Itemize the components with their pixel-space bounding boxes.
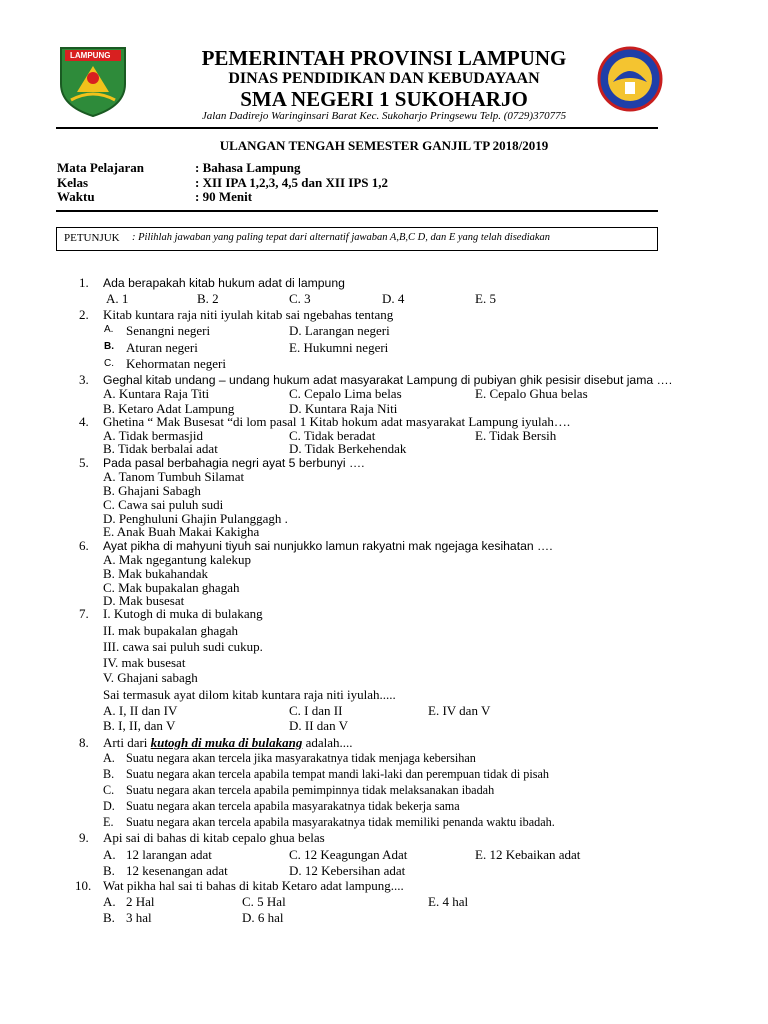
- option-letter: A.: [103, 847, 116, 862]
- header-divider: [56, 127, 658, 129]
- gov-title: PEMERINTAH PROVINSI LAMPUNG: [201, 46, 567, 70]
- option: B. Ketaro Adat Lampung: [103, 401, 235, 416]
- question-text: Ayat pikha di mahyuni tiyuh sai nunjukko lamun rakyatni mak ngejaga kesihatan ….: [103, 539, 553, 553]
- question-number: 2.: [79, 307, 89, 322]
- statement: I. Kutogh di muka di bulakang: [103, 606, 263, 621]
- option: D. 4: [382, 291, 405, 306]
- option: D. Penghuluni Ghajin Pulanggagh .: [103, 511, 288, 526]
- option: E. Tidak Bersih: [475, 428, 557, 443]
- info-value-class: : XII IPA 1,2,3, 4,5 dan XII IPS 1,2: [195, 175, 388, 190]
- option: D. 6 hal: [242, 910, 284, 925]
- school-title: SMA NEGERI 1 SUKOHARJO: [240, 87, 528, 111]
- question-number: 4.: [79, 414, 89, 429]
- question-number: 6.: [79, 538, 89, 553]
- option: Senangni negeri: [126, 323, 211, 338]
- question-number: 3.: [79, 372, 89, 387]
- option: C. Cepalo Lima belas: [289, 386, 402, 401]
- option: 3 hal: [126, 910, 152, 925]
- option: Suatu negara akan tercela apabila masyarakatnya tidak memiliki penanda waktu ibadah.: [126, 815, 555, 829]
- option-letter: A.: [104, 324, 114, 335]
- question-text: Pada pasal berbahagia negri ayat 5 berbunyi ….: [103, 456, 365, 470]
- question-text: [103, 735, 353, 750]
- option: 12 kesenangan adat: [126, 863, 228, 878]
- option: E. Hukumni negeri: [289, 340, 389, 355]
- option: D. Kuntara Raja Niti: [289, 401, 398, 416]
- option: Suatu negara akan tercela apabila pemimpinnya tidak melaksanakan ibadah: [126, 783, 495, 797]
- question-number: 5.: [79, 455, 89, 470]
- option: D. 12 Kebersihan adat: [289, 863, 406, 878]
- question-text-part: Arti dari: [103, 735, 151, 750]
- statement: III. cawa sai puluh sudi cukup.: [103, 639, 263, 654]
- option-letter: C.: [104, 358, 114, 369]
- option-letter: C.: [103, 783, 115, 797]
- exam-title: ULANGAN TENGAH SEMESTER GANJIL TP 2018/2019: [219, 138, 549, 153]
- instruction-text: : Pilihlah jawaban yang paling tepat dari alternatif jawaban A,B,C D, dan E yang telah disediakan: [132, 232, 551, 243]
- option: Kehormatan negeri: [126, 356, 226, 371]
- statement: IV. mak busesat: [103, 655, 186, 670]
- info-value-subject: : Bahasa Lampung: [195, 160, 301, 175]
- option: B. Mak bukahandak: [103, 566, 209, 581]
- option: A. Kuntara Raja Titi: [103, 386, 210, 401]
- left-logo-text: LAMPUNG: [70, 51, 111, 60]
- option: D. II dan V: [289, 718, 348, 733]
- option: C. Mak bupakalan ghagah: [103, 580, 240, 595]
- option-letter: A.: [103, 894, 116, 909]
- question-text-part: adalah....: [302, 735, 353, 750]
- option: C. Tidak beradat: [289, 428, 376, 443]
- info-divider: [56, 210, 658, 212]
- info-label-class: Kelas: [57, 175, 89, 190]
- info-value-time: : 90 Menit: [195, 189, 253, 204]
- option: E. Cepalo Ghua belas: [475, 386, 588, 401]
- dinas-title: DINAS PENDIDIKAN DAN KEBUDAYAAN: [228, 70, 540, 87]
- option: E. 4 hal: [428, 894, 469, 909]
- option: B. Tidak berbalai adat: [103, 441, 218, 456]
- option: B. I, II, dan V: [103, 718, 176, 733]
- question-text: Api sai di bahas di kitab cepalo ghua belas: [103, 830, 325, 845]
- question-text: Sai termasuk ayat dilom kitab kuntara raja niti iyulah.....: [103, 687, 396, 702]
- option: 12 larangan adat: [126, 847, 212, 862]
- question-phrase: kutogh di muka di bulakang: [150, 735, 303, 750]
- option-letter: A.: [103, 751, 115, 765]
- option: E. Anak Buah Makai Kakigha: [103, 524, 260, 539]
- option: C. 3: [289, 291, 311, 306]
- option: Suatu negara akan tercela apabila tempat mandi laki-laki dan perempuan tidak di pisah: [126, 767, 550, 781]
- option: Suatu negara akan tercela jika masyarakatnya tidak menjaga kebersihan: [126, 751, 476, 765]
- option: C. Cawa sai puluh sudi: [103, 497, 224, 512]
- option: A. Tidak bermasjid: [103, 428, 204, 443]
- option-letter: B.: [103, 910, 115, 925]
- school-address: Jalan Dadirejo Waringinsari Barat Kec. Sukoharjo Pringsewu Telp. (0729)370775: [201, 110, 567, 122]
- option-letter: E.: [103, 815, 114, 829]
- option: E. IV dan V: [428, 703, 491, 718]
- option: D. Tidak Berkehendak: [289, 441, 407, 456]
- instruction-box: [56, 227, 658, 251]
- option: Suatu negara akan tercela apabila masyarakatnya tidak bekerja sama: [126, 799, 460, 813]
- option: D. Larangan negeri: [289, 323, 390, 338]
- option: Aturan negeri: [126, 340, 198, 355]
- option-letter: B.: [103, 767, 115, 781]
- option: E. 5: [475, 291, 496, 306]
- info-label-subject: Mata Pelajaran: [57, 160, 145, 175]
- option: E. 12 Kebaikan adat: [475, 847, 581, 862]
- statement: II. mak bupakalan ghagah: [103, 623, 239, 638]
- question-text: Kitab kuntara raja niti iyulah kitab sai ngebahas tentang: [103, 307, 394, 322]
- question-text: Wat pikha hal sai ti bahas di kitab Ketaro adat lampung....: [103, 878, 404, 893]
- option: C. 12 Keagungan Adat: [289, 847, 408, 862]
- option: B. Ghajani Sabagh: [103, 483, 201, 498]
- question-text: Ada berapakah kitab hukum adat di lampung: [103, 276, 345, 290]
- option: B. 2: [197, 291, 219, 306]
- option: 2 Hal: [126, 894, 155, 909]
- question-number: 7.: [79, 606, 89, 621]
- option-letter: D.: [103, 799, 115, 813]
- option: C. I dan II: [289, 703, 343, 718]
- option: C. 5 Hal: [242, 894, 286, 909]
- instruction-label: PETUNJUK: [64, 232, 120, 244]
- statement: V. Ghajani sabagh: [103, 670, 198, 685]
- question-number: 1.: [79, 275, 89, 290]
- question-number: 10.: [75, 878, 92, 893]
- option: D. Mak busesat: [103, 593, 185, 608]
- option-letter: B.: [103, 863, 115, 878]
- option-letter: B.: [104, 341, 114, 352]
- option: A. I, II dan IV: [103, 703, 178, 718]
- option: A. 1: [106, 291, 129, 306]
- option: A. Mak ngegantung kalekup: [103, 552, 252, 567]
- info-label-time: Waktu: [57, 189, 95, 204]
- question-number: 8.: [79, 735, 89, 750]
- question-text: Geghal kitab undang – undang hukum adat masyarakat Lampung di pubiyan ghik pesisir disebut jama ….: [103, 373, 673, 387]
- question-text: Ghetina “ Mak Busesat “di lom pasal 1 Kitab hokum adat masyarakat Lampung iyulah….: [103, 414, 571, 429]
- option: A. Tanom Tumbuh Silamat: [103, 469, 245, 484]
- question-number: 9.: [79, 830, 89, 845]
